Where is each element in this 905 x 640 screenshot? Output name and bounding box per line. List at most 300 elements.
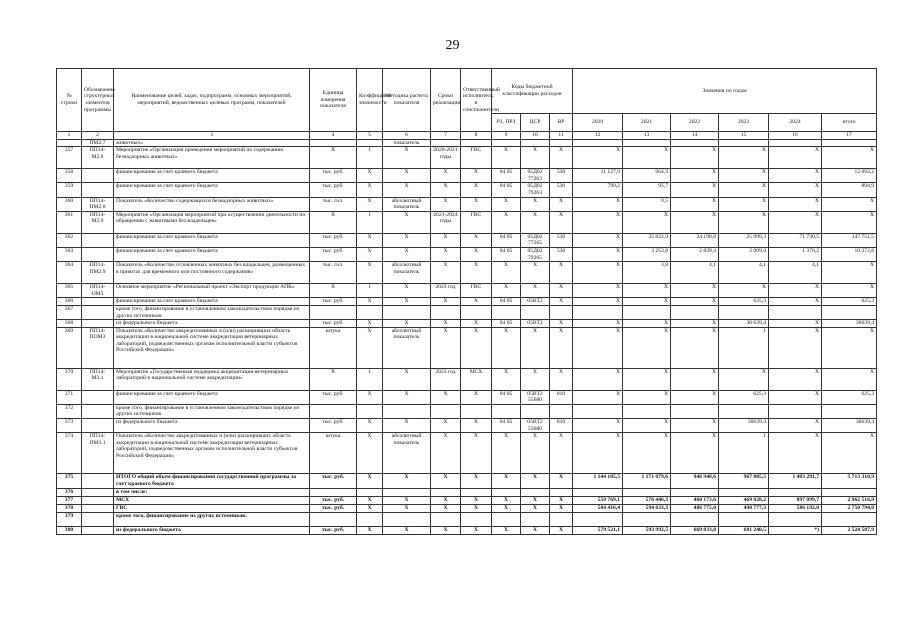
- csr-code-cell: X: [521, 368, 550, 390]
- row-number-cell: 366: [57, 298, 82, 306]
- row-number-cell: 379: [57, 512, 82, 526]
- terms-cell: X: [431, 320, 461, 328]
- row-number-cell: 360: [57, 197, 82, 211]
- coefficient-cell: [357, 139, 383, 147]
- col-header-code: Обозначение структурных элементов программы: [82, 69, 114, 132]
- csr-code-cell: X: [521, 211, 550, 233]
- method-cell: X: [383, 390, 431, 404]
- column-number-cell: 4: [310, 132, 357, 140]
- item-name-cell: финансирование за счет краевого бюджета: [114, 233, 310, 247]
- csr-code-cell: X: [521, 526, 550, 534]
- value-2024-cell: X: [769, 390, 822, 404]
- vr-code-cell: X: [550, 327, 573, 368]
- rz-code-cell: 04 05: [492, 233, 521, 247]
- method-cell: X: [383, 233, 431, 247]
- item-name-cell: финансирование за счет краевого бюджета: [114, 183, 310, 197]
- item-name-cell: Показатель «Количество содержащихся безнадзорных животных»: [114, 197, 310, 211]
- row-number-cell: 375: [57, 474, 82, 489]
- table-row: [57, 139, 877, 147]
- item-name-cell: МСХ: [114, 496, 310, 504]
- column-numbers-row: [57, 132, 877, 140]
- value-total-cell: 12 092,2: [822, 169, 877, 183]
- unit-cell: тыс. гол.: [310, 262, 357, 284]
- rz-code-cell: X: [492, 284, 521, 298]
- value-2021-cell: [623, 139, 671, 147]
- value-2021-cell: 964,3: [623, 169, 671, 183]
- col-header-total: итого: [822, 114, 877, 132]
- unit-cell: X: [310, 284, 357, 298]
- vr-code-cell: [550, 305, 573, 319]
- executor-cell: [461, 404, 492, 418]
- unit-cell: X: [310, 147, 357, 169]
- csr-code-cell: 05Д02 77263: [521, 169, 550, 183]
- row-number-cell: 367: [57, 305, 82, 319]
- executor-cell: X: [461, 526, 492, 534]
- value-2024-cell: [769, 512, 822, 526]
- rz-code-cell: [492, 305, 521, 319]
- value-2024-cell: X: [769, 368, 822, 390]
- table-row: [57, 496, 877, 504]
- value-2021-cell: [623, 305, 671, 319]
- rz-code-cell: X: [492, 262, 521, 284]
- value-2024-cell: X: [769, 183, 822, 197]
- structural-code-cell: [82, 496, 114, 504]
- unit-cell: [310, 139, 357, 147]
- coefficient-cell: X: [357, 474, 383, 489]
- value-2020-cell: [573, 139, 623, 147]
- rz-code-cell: X: [492, 197, 521, 211]
- executor-cell: X: [461, 390, 492, 404]
- column-number-cell: 2: [82, 132, 114, 140]
- method-cell: X: [383, 284, 431, 298]
- row-number-cell: 371: [57, 390, 82, 404]
- value-2024-cell: 71 730,5: [769, 233, 822, 247]
- vr-code-cell: X: [550, 298, 573, 306]
- executor-cell: X: [461, 327, 492, 368]
- structural-code-cell: ПМ2.7: [82, 139, 114, 147]
- row-number-cell: [57, 139, 82, 147]
- value-2024-cell: X: [769, 284, 822, 298]
- csr-code-cell: X: [521, 197, 550, 211]
- row-number-cell: 359: [57, 183, 82, 197]
- table-body: [57, 139, 877, 534]
- unit-cell: тыс. руб.: [310, 474, 357, 489]
- rz-code-cell: X: [492, 211, 521, 233]
- method-cell: X: [383, 419, 431, 433]
- value-2023-cell: 1: [719, 327, 769, 368]
- value-total-cell: 894,9: [822, 183, 877, 197]
- structural-code-cell: [82, 247, 114, 261]
- unit-cell: тыс. руб.: [310, 247, 357, 261]
- value-2022-cell: X: [671, 320, 719, 328]
- terms-cell: X: [431, 433, 461, 474]
- coefficient-cell: X: [357, 233, 383, 247]
- value-total-cell: X: [822, 327, 877, 368]
- value-2023-cell: X: [719, 147, 769, 169]
- value-total-cell: [822, 404, 877, 418]
- value-2024-cell: 4,1: [769, 262, 822, 284]
- unit-cell: тыс. руб.: [310, 390, 357, 404]
- value-2024-cell: [769, 305, 822, 319]
- item-name-cell: Показатель «Количество аккредитованных в (или) расширивших область аккредитации в национальной системе аккредитации ветеринарных лабораторий, подведомственных органам исполнительной власти субъектов Российской Федерации»: [114, 327, 310, 368]
- value-2024-cell: X: [769, 169, 822, 183]
- value-total-cell: 625,3: [822, 390, 877, 404]
- vr-code-cell: [550, 512, 573, 526]
- row-number-cell: 376: [57, 489, 82, 497]
- column-number-cell: 6: [383, 132, 431, 140]
- rz-code-cell: 04 05: [492, 419, 521, 433]
- executor-cell: X: [461, 197, 492, 211]
- terms-cell: X: [431, 419, 461, 433]
- value-2020-cell: X: [573, 298, 623, 306]
- value-total-cell: 147 751,5: [822, 233, 877, 247]
- table-row: [57, 433, 877, 474]
- value-2021-cell: 95,7: [623, 183, 671, 197]
- item-name-cell: в том числе:: [114, 489, 310, 497]
- value-2023-cell: [719, 404, 769, 418]
- executor-cell: ГВС: [461, 284, 492, 298]
- vr-code-cell: X: [550, 320, 573, 328]
- item-name-cell: из федерального бюджета: [114, 419, 310, 433]
- row-number-cell: 370: [57, 368, 82, 390]
- value-2021-cell: 594 633,3: [623, 504, 671, 512]
- structural-code-cell: [82, 320, 114, 328]
- coefficient-cell: X: [357, 183, 383, 197]
- col-header-coef: Коэффициент значимости: [357, 69, 383, 132]
- value-2021-cell: 1 171 079,6: [623, 474, 671, 489]
- value-2021-cell: X: [623, 390, 671, 404]
- row-number-cell: 374: [57, 433, 82, 474]
- structural-code-cell: ПП14-М3.1: [82, 368, 114, 390]
- unit-cell: тыс. руб.: [310, 496, 357, 504]
- csr-code-cell: [521, 404, 550, 418]
- value-2024-cell: X: [769, 298, 822, 306]
- method-cell: X: [383, 496, 431, 504]
- executor-cell: ГВС: [461, 147, 492, 169]
- unit-cell: тыс. руб.: [310, 233, 357, 247]
- row-number-cell: 380: [57, 526, 82, 534]
- terms-cell: [431, 512, 461, 526]
- rz-code-cell: X: [492, 474, 521, 489]
- value-total-cell: [822, 305, 877, 319]
- method-cell: X: [383, 504, 431, 512]
- value-2020-cell: X: [573, 284, 623, 298]
- value-2021-cell: [623, 512, 671, 526]
- item-name-cell: Показатель «Количество отловленных животных без владельцев, размещенных в приютах для временного или постоянного содержания»: [114, 262, 310, 284]
- csr-code-cell: X: [521, 504, 550, 512]
- value-2022-cell: X: [671, 183, 719, 197]
- table-row: [57, 404, 877, 418]
- value-2023-cell: X: [719, 284, 769, 298]
- rz-code-cell: [492, 404, 521, 418]
- row-number-cell: 365: [57, 284, 82, 298]
- terms-cell: [431, 404, 461, 418]
- structural-code-cell: ПП14-ПМ2.8: [82, 197, 114, 211]
- rz-code-cell: 04 05: [492, 320, 521, 328]
- executor-cell: [461, 305, 492, 319]
- value-2024-cell: X: [769, 147, 822, 169]
- coefficient-cell: X: [357, 496, 383, 504]
- executor-cell: X: [461, 504, 492, 512]
- structural-code-cell: [82, 390, 114, 404]
- vr-code-cell: 810: [550, 419, 573, 433]
- value-2020-cell: X: [573, 327, 623, 368]
- unit-cell: тыс. руб.: [310, 504, 357, 512]
- value-2022-cell: X: [671, 169, 719, 183]
- value-2022-cell: X: [671, 147, 719, 169]
- col-header-year-2021: 2021: [623, 114, 671, 132]
- executor-cell: [461, 139, 492, 147]
- vr-code-cell: [550, 404, 573, 418]
- value-2023-cell: [719, 512, 769, 526]
- vr-code-cell: X: [550, 504, 573, 512]
- coefficient-cell: X: [357, 526, 383, 534]
- structural-code-cell: [82, 404, 114, 418]
- table-row: [57, 368, 877, 390]
- table-row: [57, 320, 877, 328]
- item-name-cell: Мероприятие «Государственная поддержка аккредитации ветеринарных лабораторий в национальной системе аккредитации»: [114, 368, 310, 390]
- value-2022-cell: X: [671, 390, 719, 404]
- terms-cell: 2020-2021 годы: [431, 147, 461, 169]
- value-2021-cell: 593 992,5: [623, 526, 671, 534]
- table-row: [57, 504, 877, 512]
- method-cell: X: [383, 320, 431, 328]
- value-2024-cell: X: [769, 327, 822, 368]
- structural-code-cell: [82, 233, 114, 247]
- value-total-cell: 30639,4: [822, 320, 877, 328]
- value-2024-cell: X: [769, 419, 822, 433]
- terms-cell: X: [431, 526, 461, 534]
- value-2021-cell: X: [623, 298, 671, 306]
- value-2023-cell: X: [719, 368, 769, 390]
- method-cell: показатель: [383, 139, 431, 147]
- value-total-cell: [822, 512, 877, 526]
- unit-cell: тыс. руб.: [310, 183, 357, 197]
- value-total-cell: 2 524 587,9: [822, 526, 877, 534]
- column-number-cell: 10: [521, 132, 550, 140]
- value-2021-cell: [623, 404, 671, 418]
- csr-code-cell: 05ВТ2 55680: [521, 390, 550, 404]
- col-header-terms: Сроки реализации: [431, 69, 461, 132]
- csr-code-cell: [521, 305, 550, 319]
- value-2020-cell: 579 521,1: [573, 526, 623, 534]
- rz-code-cell: 04 05: [492, 247, 521, 261]
- terms-cell: X: [431, 496, 461, 504]
- structural-code-cell: [82, 183, 114, 197]
- vr-code-cell: X: [550, 433, 573, 474]
- value-2022-cell: 4,1: [671, 262, 719, 284]
- col-header-unit: Единица измерения показателя: [310, 69, 357, 132]
- value-2020-cell: [573, 512, 623, 526]
- value-2022-cell: X: [671, 211, 719, 233]
- value-2023-cell: X: [719, 183, 769, 197]
- value-2021-cell: X: [623, 368, 671, 390]
- value-2020-cell: X: [573, 390, 623, 404]
- rz-code-cell: X: [492, 433, 521, 474]
- value-2024-cell: [769, 489, 822, 497]
- method-cell: [383, 305, 431, 319]
- rz-code-cell: 04 05: [492, 169, 521, 183]
- item-name-cell: финансирование за счет краевого бюджета: [114, 247, 310, 261]
- coefficient-cell: X: [357, 390, 383, 404]
- column-number-cell: 13: [623, 132, 671, 140]
- row-number-cell: 362: [57, 233, 82, 247]
- csr-code-cell: X: [521, 262, 550, 284]
- value-2023-cell: 30639,4: [719, 419, 769, 433]
- item-name-cell: из федерального бюджета: [114, 320, 310, 328]
- value-2022-cell: 2 839,4: [671, 247, 719, 261]
- value-2020-cell: 11 127,9: [573, 169, 623, 183]
- method-cell: абсолютный показатель: [383, 197, 431, 211]
- value-2024-cell: 1 370,2: [769, 247, 822, 261]
- terms-cell: [431, 305, 461, 319]
- structural-code-cell: [82, 526, 114, 534]
- csr-code-cell: 05ВТ2: [521, 320, 550, 328]
- method-cell: X: [383, 247, 431, 261]
- value-2024-cell: 586 192,0: [769, 504, 822, 512]
- structural-code-cell: ПП14-ПМ3.1: [82, 433, 114, 474]
- value-2024-cell: X: [769, 211, 822, 233]
- value-2023-cell: [719, 305, 769, 319]
- col-header-year-2022: 2022: [671, 114, 719, 132]
- csr-code-cell: [521, 489, 550, 497]
- rz-code-cell: [492, 489, 521, 497]
- value-2022-cell: 460 173,6: [671, 496, 719, 504]
- method-cell: X: [383, 368, 431, 390]
- value-total-cell: 2 962 516,9: [822, 496, 877, 504]
- value-2022-cell: [671, 489, 719, 497]
- terms-cell: X: [431, 327, 461, 368]
- col-header-method: Методика расчета показателя: [383, 69, 431, 132]
- unit-cell: штука: [310, 327, 357, 368]
- unit-cell: тыс. руб.: [310, 526, 357, 534]
- table-row: [57, 183, 877, 197]
- value-total-cell: 30639,4: [822, 419, 877, 433]
- table-row: [57, 526, 877, 534]
- row-number-cell: 363: [57, 247, 82, 261]
- rz-code-cell: 04 05: [492, 298, 521, 306]
- value-total-cell: [822, 489, 877, 497]
- coefficient-cell: X: [357, 197, 383, 211]
- value-2023-cell: [719, 489, 769, 497]
- value-2023-cell: 2 909,4: [719, 247, 769, 261]
- csr-code-cell: [521, 139, 550, 147]
- item-name-cell: кроме того, финансирование в установленном законодательством порядке из других источников: [114, 404, 310, 418]
- col-header-executor: Ответственный исполнитель и соисполнители: [461, 69, 492, 132]
- table-row: [57, 247, 877, 261]
- value-2022-cell: 486 775,0: [671, 504, 719, 512]
- method-cell: X: [383, 298, 431, 306]
- coefficient-cell: [357, 512, 383, 526]
- value-2021-cell: 576 446,3: [623, 496, 671, 504]
- terms-cell: 2023 год: [431, 284, 461, 298]
- coefficient-cell: X: [357, 433, 383, 474]
- value-total-cell: X: [822, 433, 877, 474]
- method-cell: X: [383, 526, 431, 534]
- csr-code-cell: 05Д02 79263: [521, 183, 550, 197]
- coefficient-cell: X: [357, 327, 383, 368]
- value-2020-cell: 584 416,4: [573, 504, 623, 512]
- terms-cell: X: [431, 298, 461, 306]
- value-2024-cell: 897 099,7: [769, 496, 822, 504]
- value-2024-cell: *): [769, 526, 822, 534]
- method-cell: X: [383, 169, 431, 183]
- structural-code-cell: [82, 474, 114, 489]
- unit-cell: тыс. руб.: [310, 169, 357, 183]
- csr-code-cell: X: [521, 496, 550, 504]
- table-header: [57, 69, 877, 140]
- col-header-csr: ЦСР: [521, 114, 550, 132]
- value-2024-cell: 1 483 291,7: [769, 474, 822, 489]
- executor-cell: X: [461, 496, 492, 504]
- coefficient-cell: 1: [357, 211, 383, 233]
- value-2023-cell: 681 240,5: [719, 526, 769, 534]
- method-cell: [383, 489, 431, 497]
- value-2022-cell: [671, 404, 719, 418]
- terms-cell: X: [431, 504, 461, 512]
- value-total-cell: X: [822, 284, 877, 298]
- coefficient-cell: [357, 404, 383, 418]
- value-total-cell: 5 713 310,9: [822, 474, 877, 489]
- coefficient-cell: 1: [357, 368, 383, 390]
- row-number-cell: 369: [57, 327, 82, 368]
- csr-code-cell: X: [521, 284, 550, 298]
- col-header-year-2024: 2024: [769, 114, 822, 132]
- table-row: [57, 512, 877, 526]
- value-2020-cell: [573, 489, 623, 497]
- table-row: [57, 197, 877, 211]
- executor-cell: X: [461, 419, 492, 433]
- item-name-cell: Мероприятие «Организация проведения мероприятий по содержанию безнадзорных животных»: [114, 147, 310, 169]
- value-2023-cell: 625,3: [719, 390, 769, 404]
- value-2023-cell: [719, 139, 769, 147]
- rz-code-cell: [492, 512, 521, 526]
- col-header-row-no: № строки: [57, 69, 82, 132]
- unit-cell: [310, 512, 357, 526]
- unit-cell: штука: [310, 433, 357, 474]
- value-2021-cell: X: [623, 419, 671, 433]
- value-2021-cell: 3,8: [623, 262, 671, 284]
- value-2022-cell: X: [671, 433, 719, 474]
- structural-code-cell: [82, 169, 114, 183]
- terms-cell: X: [431, 390, 461, 404]
- vr-code-cell: X: [550, 211, 573, 233]
- rz-code-cell: X: [492, 526, 521, 534]
- table-row: [57, 305, 877, 319]
- value-2020-cell: X: [573, 368, 623, 390]
- value-2023-cell: 30 639,4: [719, 320, 769, 328]
- value-total-cell: X: [822, 147, 877, 169]
- value-2021-cell: X: [623, 147, 671, 169]
- value-2020-cell: X: [573, 233, 623, 247]
- vr-code-cell: [550, 489, 573, 497]
- value-2024-cell: X: [769, 433, 822, 474]
- value-2022-cell: 669 833,8: [671, 526, 719, 534]
- executor-cell: X: [461, 169, 492, 183]
- rz-code-cell: 04 05: [492, 183, 521, 197]
- terms-cell: X: [431, 197, 461, 211]
- row-number-cell: 378: [57, 504, 82, 512]
- item-name-cell: Показатель «Количество аккредитованных и (или) расширивших область аккредитации в национальной системе аккредитации ветеринарных лабораторий, подведомственных органам исполнительной власти субъектов Российской Федерации»: [114, 433, 310, 474]
- csr-code-cell: 05Д02 79265: [521, 247, 550, 261]
- value-2021-cell: 3 253,8: [623, 247, 671, 261]
- value-total-cell: [822, 139, 877, 147]
- unit-cell: тыс. руб.: [310, 320, 357, 328]
- program-table: [56, 68, 877, 535]
- vr-code-cell: X: [550, 474, 573, 489]
- terms-cell: X: [431, 183, 461, 197]
- col-header-values-by-year: Значения по годам: [573, 69, 877, 114]
